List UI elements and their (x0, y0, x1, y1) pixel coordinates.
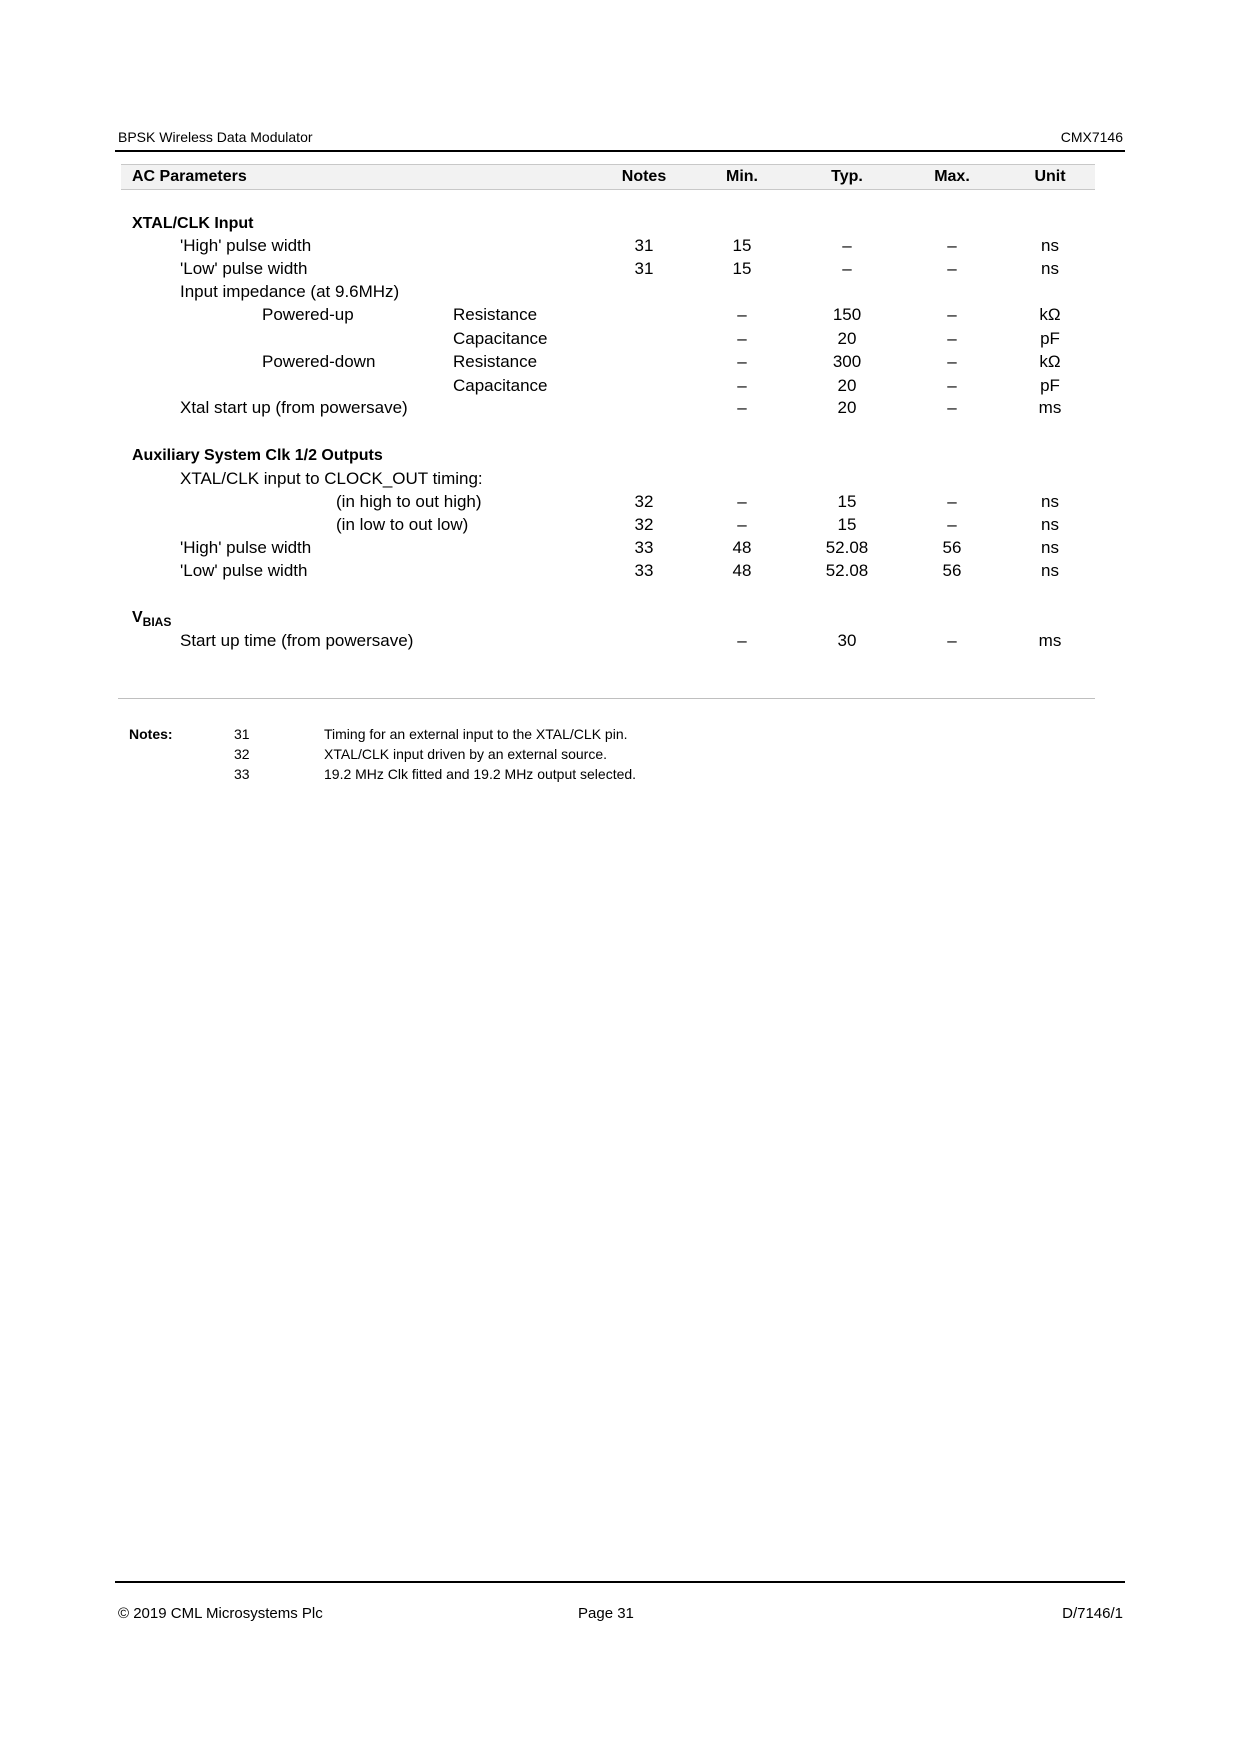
section-heading (0, 606, 1241, 629)
cell-typ: – (842, 236, 852, 255)
cell-typ: 52.08 (825, 561, 869, 580)
column-header-min: Min. (726, 168, 758, 185)
param-sublabel: Resistance (453, 352, 538, 371)
cell-unit: kΩ (1039, 352, 1061, 371)
page-header (118, 128, 1125, 148)
document-title: BPSK Wireless Data Modulator (118, 129, 313, 145)
cell-min: – (737, 492, 747, 511)
table-bottom-divider (118, 698, 1095, 699)
footer-rule (115, 1581, 1125, 1583)
table-row (0, 467, 1241, 490)
vbias-symbol: V (132, 609, 143, 626)
section-title-xtal-clk: XTAL/CLK Input (132, 215, 254, 232)
note-number: 32 (234, 746, 250, 762)
section-heading (0, 444, 1241, 467)
table-row (0, 374, 1241, 397)
cell-notes: 33 (634, 538, 654, 557)
cell-min: 48 (732, 561, 752, 580)
cell-unit: ns (1041, 561, 1059, 580)
table-row (0, 559, 1241, 582)
cell-notes: 31 (634, 259, 654, 278)
cell-unit: ms (1038, 631, 1062, 650)
cell-min: – (737, 515, 747, 534)
param-label: 'High' pulse width (180, 236, 312, 255)
cell-typ: 15 (837, 492, 857, 511)
cell-min: – (737, 305, 747, 324)
table-title: AC Parameters (132, 168, 247, 185)
note-text: XTAL/CLK input driven by an external source. (324, 746, 608, 762)
cell-min: 15 (732, 259, 752, 278)
table-row (0, 513, 1241, 536)
cell-unit: pF (1040, 376, 1060, 395)
section-heading (0, 212, 1241, 235)
column-header-max: Max. (934, 168, 970, 185)
note-number: 33 (234, 766, 250, 782)
part-number: CMX7146 (1060, 129, 1123, 145)
cell-typ: 52.08 (825, 538, 869, 557)
cell-unit: ns (1041, 492, 1059, 511)
section-title-vbias (132, 606, 171, 630)
note-number: 31 (234, 726, 250, 742)
document-code: D/7146/1 (1062, 1605, 1123, 1622)
cell-typ: 150 (832, 305, 862, 324)
table-row (0, 280, 1241, 303)
page-number: Page 31 (578, 1605, 634, 1622)
cell-typ: 20 (837, 329, 857, 348)
cell-max: – (947, 259, 957, 278)
cell-max: – (947, 492, 957, 511)
cell-min: – (737, 631, 747, 650)
cell-unit: kΩ (1039, 305, 1061, 324)
cell-max: 56 (942, 538, 962, 557)
table-row (0, 257, 1241, 280)
cell-unit: ns (1041, 538, 1059, 557)
note-item (129, 744, 929, 764)
cell-typ: 20 (837, 398, 857, 417)
cell-typ: 300 (832, 352, 862, 371)
table-row (0, 490, 1241, 513)
table-row (0, 303, 1241, 326)
cell-min: – (737, 329, 747, 348)
vbias-subscript: BIAS (142, 615, 172, 629)
cell-max: – (947, 376, 957, 395)
param-label: Start up time (from powersave) (180, 631, 414, 650)
param-label: (in high to out high) (336, 492, 482, 511)
cell-typ: 30 (837, 631, 857, 650)
table-row (0, 629, 1241, 652)
cell-max: 56 (942, 561, 962, 580)
cell-min: – (737, 352, 747, 371)
param-label: XTAL/CLK input to CLOCK_OUT timing: (180, 469, 483, 488)
cell-unit: pF (1040, 329, 1060, 348)
cell-typ: 20 (837, 376, 857, 395)
param-sublabel: Resistance (453, 305, 538, 324)
cell-max: – (947, 631, 957, 650)
table-row (0, 396, 1241, 419)
notes-title: Notes: (129, 726, 173, 742)
note-item (129, 764, 929, 784)
param-sublabel: Capacitance (453, 329, 548, 348)
cell-typ: – (842, 259, 852, 278)
table-row (0, 327, 1241, 350)
table-header (121, 164, 1095, 190)
header-rule (115, 150, 1125, 152)
cell-max: – (947, 329, 957, 348)
cell-min: – (737, 376, 747, 395)
param-label: Powered-up (262, 305, 354, 324)
cell-max: – (947, 515, 957, 534)
cell-max: – (947, 398, 957, 417)
table-row (0, 536, 1241, 559)
param-label: Input impedance (at 9.6MHz) (180, 282, 400, 301)
cell-min: 48 (732, 538, 752, 557)
param-label: Xtal start up (from powersave) (180, 398, 408, 417)
cell-notes: 32 (634, 492, 654, 511)
column-header-notes: Notes (621, 168, 667, 185)
cell-notes: 32 (634, 515, 654, 534)
copyright: © 2019 CML Microsystems Plc (118, 1605, 323, 1622)
cell-typ: 15 (837, 515, 857, 534)
cell-unit: ns (1041, 259, 1059, 278)
table-row (0, 234, 1241, 257)
cell-notes: 31 (634, 236, 654, 255)
param-label: 'Low' pulse width (180, 259, 308, 278)
column-header-unit: Unit (1034, 168, 1066, 185)
cell-max: – (947, 305, 957, 324)
page-footer (118, 1604, 1125, 1624)
table-row (0, 350, 1241, 373)
param-label: (in low to out low) (336, 515, 469, 534)
section-title-aux-clk: Auxiliary System Clk 1/2 Outputs (132, 447, 383, 464)
column-header-typ: Typ. (831, 168, 863, 185)
cell-max: – (947, 236, 957, 255)
cell-max: – (947, 352, 957, 371)
cell-min: 15 (732, 236, 752, 255)
note-item (129, 724, 929, 744)
param-sublabel: Capacitance (453, 376, 548, 395)
cell-unit: ns (1041, 236, 1059, 255)
param-label: Powered-down (262, 352, 376, 371)
cell-min: – (737, 398, 747, 417)
param-label: 'Low' pulse width (180, 561, 308, 580)
note-text: 19.2 MHz Clk fitted and 19.2 MHz output selected. (324, 766, 637, 782)
cell-unit: ns (1041, 515, 1059, 534)
cell-notes: 33 (634, 561, 654, 580)
note-text: Timing for an external input to the XTAL/CLK pin. (324, 726, 628, 742)
param-label: 'High' pulse width (180, 538, 312, 557)
cell-unit: ms (1038, 398, 1062, 417)
